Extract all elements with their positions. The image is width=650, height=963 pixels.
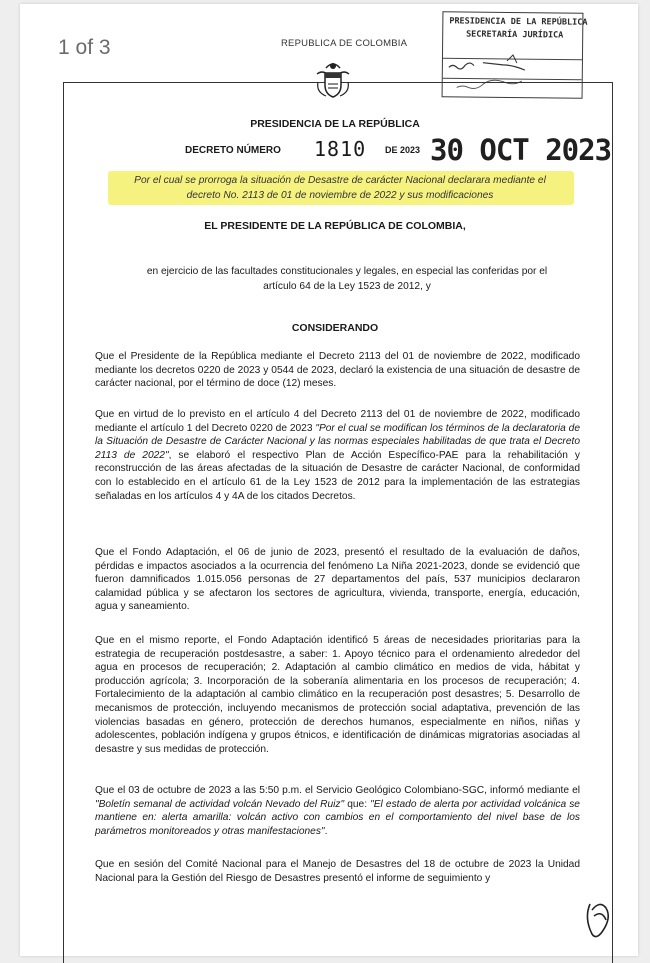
faculties-line-1: en ejercicio de las facultades constitucionales y legales, en especial las conferidas por el	[146, 266, 548, 277]
president-title: EL PRESIDENTE DE LA REPÚBLICA DE COLOMBIA,	[204, 220, 466, 232]
faculties-paragraph	[112, 264, 582, 294]
republic-header: REPUBLICA DE COLOMBIA	[281, 38, 408, 49]
decree-subtitle	[105, 173, 575, 203]
date-stamp: 30 OCT 2023	[430, 133, 612, 167]
subtitle-line-2: decreto No. 2113 de 01 de noviembre de 2022 y sus modificaciones	[186, 190, 494, 201]
paragraph-6: Que en sesión del Comité Nacional para el Manejo de Desastres del 18 de octubre de 2023 la Unidad Nacional para la Gestión del Riesgo de Desastres presentó el informe de seguimiento y	[95, 859, 580, 884]
paragraph-2	[95, 408, 580, 503]
stamp-line-1: PRESIDENCIA DE LA REPÚBLICA	[449, 16, 588, 28]
paragraph-5-quote: "El estado de alerta por actividad volcánica se mantiene en: alerta amarilla: volcán activo con cambios en el comportamiento del nivel base de los parámetros monitoreados y otras manifestaciones"	[95, 798, 580, 837]
paragraph-5-text-a: Que el 03 de octubre de 2023 a las 5:50 p.m. el Servicio Geológico Colombiano-SGC, informó mediante el	[95, 785, 580, 796]
decree-number: 1810	[314, 137, 367, 161]
paragraph-2-text-b: , se elaboró el respectivo Plan de Acción Específico-PAE para la rehabilitación y reconstrucción de las áreas afectadas de la situación de Desastre de carácter Nacional, de conformidad con lo establecido en el artículo 61 de la Ley 1523 de 2012 para la implementación de las estrategias señaladas en los artículos 4 y 4A de los citados Decretos.	[95, 449, 580, 502]
paragraph-1: Que el Presidente de la República mediante el Decreto 2113 del 01 de noviembre de 2022, modificado mediante los decretos 0220 de 2023 y 0544 de 2023, declaró la existencia de una situación de desastre de carácter nacional, por el término de doce (12) meses.	[95, 351, 580, 390]
signature-icon	[580, 896, 620, 944]
paragraph-2-quote: "Por el cual se modifican los términos de la declaratoria de la Situación de Desastre de Carácter Nacional y las normas especiales habilitadas de que trata el Decreto 2113 de 2022"	[95, 422, 580, 461]
faculties-line-2: artículo 64 de la Ley 1523 de 2012, y	[263, 281, 431, 292]
paragraph-2-text-a: Que en virtud de lo previsto en el artículo 4 del Decreto 2113 del 01 de noviembre de 2022, modificado mediante el artículo 1 del Decreto 0220 de 2023	[95, 409, 580, 434]
page-counter: 1 of 3	[58, 36, 111, 59]
paragraph-5-bulletin: "Boletín semanal de actividad volcán Nevado del Ruiz"	[95, 798, 345, 810]
coat-of-arms-icon	[314, 60, 352, 100]
decree-label: DECRETO NÚMERO	[185, 145, 281, 156]
paragraph-5	[95, 784, 580, 838]
presidency-title: PRESIDENCIA DE LA REPÚBLICA	[250, 118, 420, 130]
decree-year-label: DE 2023	[385, 145, 421, 155]
subtitle-line-1: Por el cual se prorroga la situación de Desastre de carácter Nacional declarara mediante el	[134, 175, 546, 186]
stamp-line-2: SECRETARÍA JURÍDICA	[466, 29, 564, 41]
considerando-heading: CONSIDERANDO	[291, 322, 379, 334]
paragraph-5-text-b: que:	[344, 798, 371, 810]
paragraph-5-text-c: .	[324, 825, 328, 837]
paragraph-3: Que el Fondo Adaptación, el 06 de junio de 2023, presentó el resultado de la evaluación de daños, pérdidas e impactos asociados a la ocurrencia del fenómeno La Niña 2021-2023, donde se evidenció que fueron damnificados 1.015.056 personas de 27 departamentos del país, 537 municipios declararon calamidad pública y se afectaron los sectores de agricultura, vivienda, transporte, energía, educación, agua y saneamiento.	[95, 547, 580, 613]
paragraph-4: Que en el mismo reporte, el Fondo Adaptación identificó 5 áreas de necesidades prioritarias para la estrategia de recuperación postdesastre, a saber: 1. Apoyo técnico para el ordenamiento alrededor del agua en procesos de recuperación; 2. Adaptación al cambio climático en medios de vida, hábitat y producción agrícola; 3. Incorporación de la soberanía alimentaria en los procesos de recuperación; 4. Fortalecimiento de la adaptación al cambio climático en la recuperación post desastres; 5. Desarrollo de mecanismos de protección, incluyendo mecanismos de protección social adaptativa, prevención de las violencias basadas en género, protección de derechos humanos, especialmente en niños, niñas y adolescentes, población indígena y grupos étnicos, e identificación de dinámicas migratorias asociadas al desastre y sus medidas de protección.	[95, 635, 580, 755]
